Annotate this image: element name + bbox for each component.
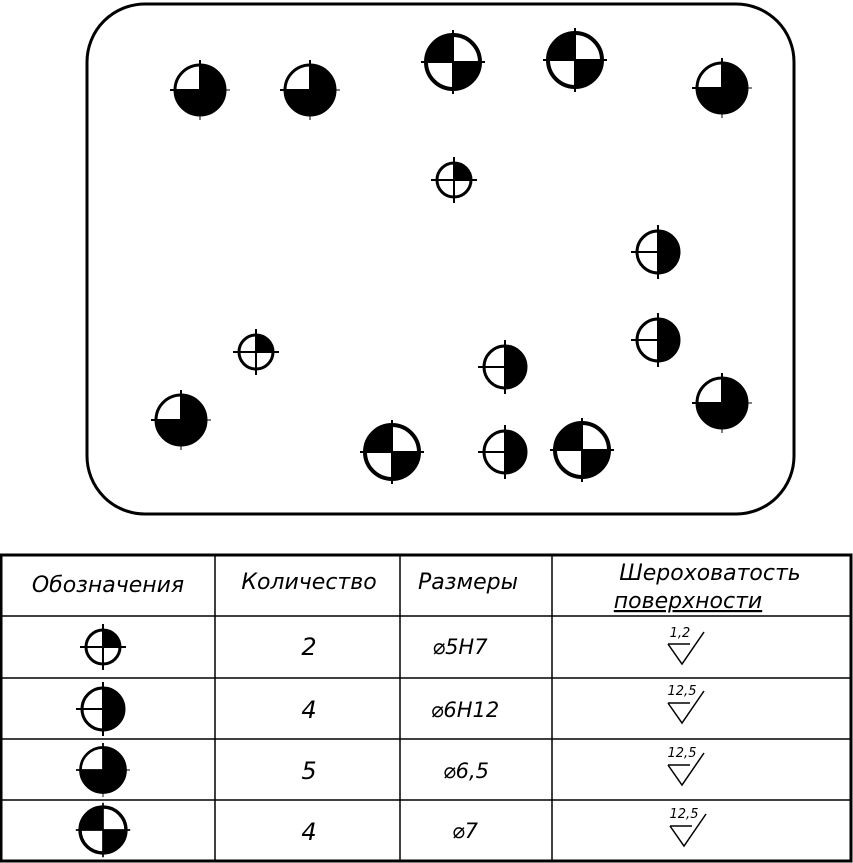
header-quantity: Количество: [241, 570, 377, 595]
hole-d-1: [421, 30, 485, 94]
row-1-symbol: [80, 624, 126, 670]
row-2-roughness: [668, 684, 704, 723]
row-1-roughness-value: 1,2: [669, 626, 691, 641]
holes: [151, 28, 752, 484]
row-3-symbol: [76, 743, 130, 797]
hole-c-4: [151, 390, 211, 450]
hole-a-2: [233, 329, 279, 375]
row-3-roughness: [668, 746, 704, 785]
row-2-symbol: [76, 682, 124, 736]
row-4-roughness: [670, 807, 706, 846]
row-2-size: ⌀6H12: [430, 698, 500, 722]
row-1-quantity: 2: [301, 633, 317, 661]
hole-b-1: [631, 225, 679, 279]
hole-b-2: [631, 313, 679, 367]
row-3-quantity: 5: [301, 757, 317, 785]
header-roughness-line2: поверхности: [613, 589, 763, 614]
hole-b-3: [478, 340, 526, 394]
hole-c-3: [692, 58, 752, 118]
hole-a-1: [431, 157, 477, 203]
hole-c-5: [692, 373, 752, 433]
row-1-roughness: [668, 626, 704, 664]
hole-c-1: [170, 60, 230, 120]
hole-d-4: [550, 418, 614, 482]
hole-d-2: [543, 28, 607, 92]
row-3-roughness-value: 12,5: [667, 746, 697, 761]
row-2-roughness-value: 12,5: [667, 684, 697, 699]
row-4-roughness-value: 12,5: [669, 807, 699, 822]
row-1-size: ⌀5H7: [432, 635, 488, 659]
header-sizes: Размеры: [418, 570, 518, 595]
header-designation: Обозначения: [31, 573, 185, 598]
hole-c-2: [280, 60, 340, 120]
row-4-quantity: 4: [301, 818, 317, 846]
hole-b-4: [478, 425, 526, 479]
row-4-size: ⌀7: [451, 819, 479, 843]
row-2-quantity: 4: [301, 696, 317, 724]
row-4-symbol: [76, 803, 130, 857]
row-3-size: ⌀6,5: [442, 759, 490, 783]
header-roughness-line1: Шероховатость: [619, 561, 801, 586]
hole-d-3: [360, 420, 424, 484]
